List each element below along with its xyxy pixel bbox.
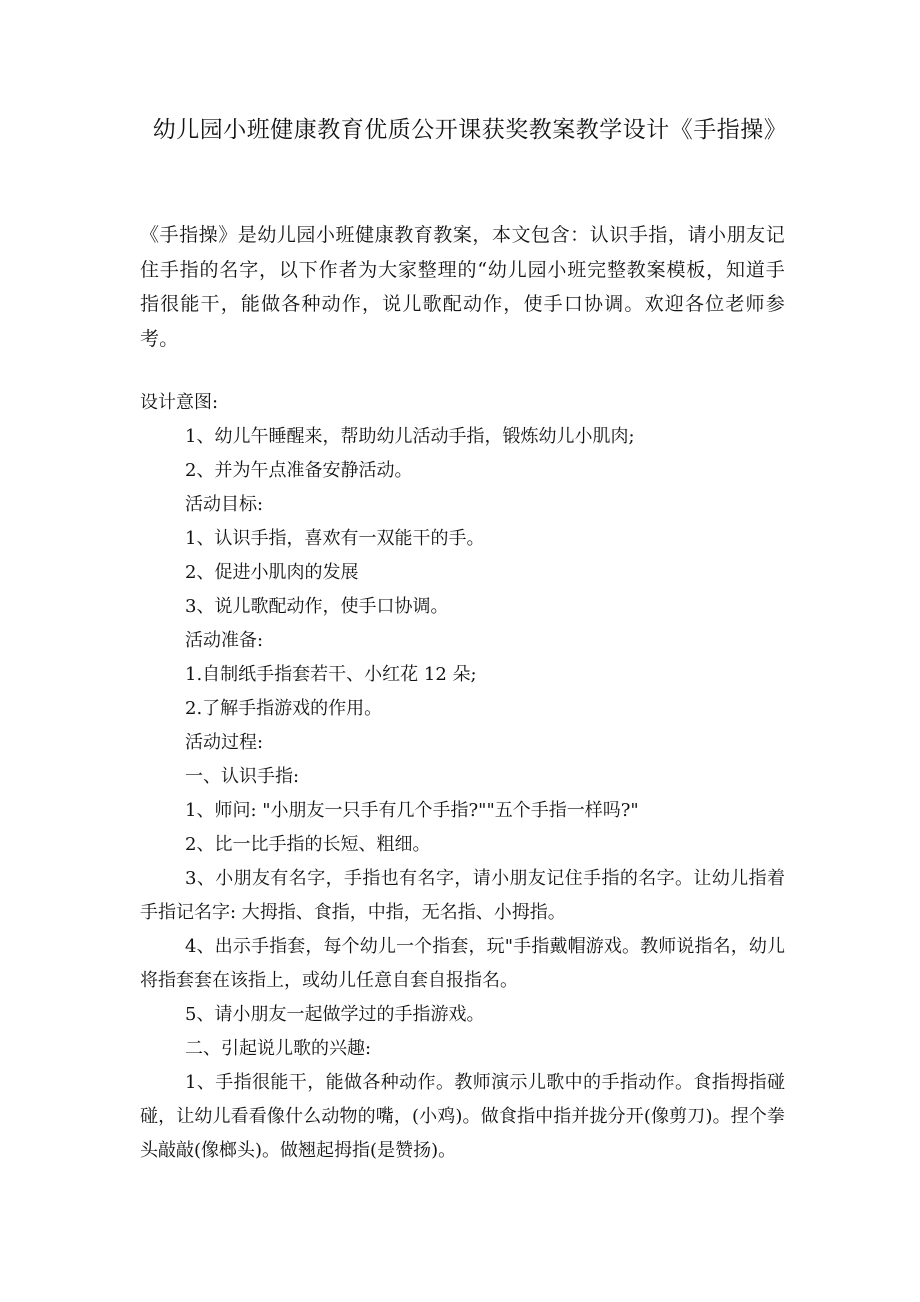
paragraph: 2、比一比手指的长短、粗细。 — [185, 834, 431, 855]
paragraph: 2.了解手指游戏的作用。 — [185, 698, 383, 719]
subsection-heading: 二、引起说儿歌的兴趣: — [185, 1038, 372, 1059]
paragraph: 1.自制纸手指套若干、小红花 12 朵; — [185, 664, 477, 685]
paragraph: 5、请小朋友一起做学过的手指游戏。 — [185, 1004, 485, 1025]
paragraph: 1、师问: "小朋友一只手有几个手指?""五个手指一样吗?" — [185, 800, 639, 821]
paragraph: 3、说儿歌配动作，使手口协调。 — [185, 596, 449, 617]
section-heading-design-intent: 设计意图: — [140, 392, 219, 413]
paragraph: 2、促进小肌肉的发展 — [185, 562, 359, 583]
subsection-heading: 一、认识手指: — [185, 766, 300, 787]
paragraph: 4、出示手指套，每个幼儿一个指套，玩"手指戴帽游戏。教师说指名，幼儿将指套套在该指上，或幼儿任意自套自报指名。 — [140, 936, 785, 991]
section-heading-goals: 活动目标: — [185, 494, 264, 515]
intro-text: 《手指操》是幼儿园小班健康教育教案，本文包含：认识手指，请小朋友记住手指的名字，以下作者为大家整理的“幼儿园小班完整教案模板，知道手指很能干，能做各种动作，说儿歌配动作，使手口协调。欢迎各位老师参考。 — [140, 224, 785, 350]
paragraph: 1、幼儿午睡醒来，帮助幼儿活动手指，锻炼幼儿小肌肉; — [185, 426, 635, 447]
section-heading-preparation: 活动准备: — [185, 630, 264, 651]
paragraph: 1、手指很能干，能做各种动作。教师演示儿歌中的手指动作。食指拇指碰碰，让幼儿看看像什么动物的嘴，(小鸡)。做食指中指并拢分开(像剪刀)。捏个拳头敲敲(像榔头)。做翘起拇指(是赞扬)。 — [140, 1072, 785, 1161]
intro-paragraph — [140, 218, 785, 356]
section-heading-process: 活动过程: — [185, 732, 264, 753]
document-body — [140, 386, 785, 1168]
document-title: 幼儿园小班健康教育优质公开课获奖教案教学设计《手指操》 — [152, 117, 788, 143]
paragraph: 2、并为午点准备安静活动。 — [185, 460, 413, 481]
paragraph: 3、小朋友有名字，手指也有名字，请小朋友记住手指的名字。让幼儿指着手指记名字: 大拇指、食指，中指，无名指、小拇指。 — [140, 868, 785, 923]
paragraph: 1、认识手指，喜欢有一双能干的手。 — [185, 528, 485, 549]
